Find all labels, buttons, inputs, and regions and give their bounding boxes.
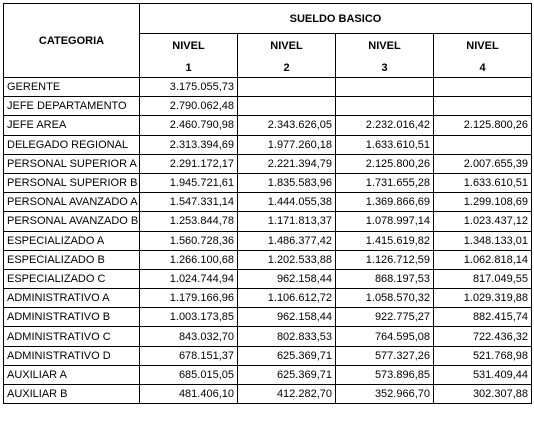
level-label: NIVEL xyxy=(270,39,303,52)
table-row xyxy=(4,154,532,173)
table-row xyxy=(4,269,532,288)
category-cell: AUXILIAR A xyxy=(4,365,140,384)
table-row xyxy=(4,116,532,135)
salary-level-2-cell: 1.486.377,42 xyxy=(238,231,336,250)
category-cell: ESPECIALIZADO B xyxy=(4,250,140,269)
salary-level-1-cell: 1.560.728,36 xyxy=(140,231,238,250)
salary-level-4-cell: 722.436,32 xyxy=(434,327,532,346)
salary-level-4-cell: 1.029.319,88 xyxy=(434,289,532,308)
table-row xyxy=(4,346,532,365)
salary-level-1-cell: 843.032,70 xyxy=(140,327,238,346)
table-row xyxy=(4,250,532,269)
salary-level-4-cell xyxy=(434,97,532,116)
salary-level-3-cell xyxy=(336,78,434,97)
category-cell: ADMINISTRATIVO A xyxy=(4,289,140,308)
level-number: 3 xyxy=(381,61,388,74)
salary-level-4-cell: 302.307,88 xyxy=(434,385,532,404)
table-row xyxy=(4,231,532,250)
table-row xyxy=(4,327,532,346)
category-cell: ESPECIALIZADO A xyxy=(4,231,140,250)
salary-level-1-cell: 2.790.062,48 xyxy=(140,97,238,116)
salary-level-4-cell: 521.768,98 xyxy=(434,346,532,365)
salary-level-4-cell: 2.125.800,26 xyxy=(434,116,532,135)
level-label: NIVEL xyxy=(466,39,499,52)
category-cell: JEFE DEPARTAMENTO xyxy=(4,97,140,116)
salary-level-3-cell: 868.197,53 xyxy=(336,269,434,288)
table-row xyxy=(4,97,532,116)
salary-level-1-cell: 1.253.844,78 xyxy=(140,212,238,231)
salary-level-1-cell: 1.945.721,61 xyxy=(140,173,238,192)
salary-level-3-cell: 1.078.997,14 xyxy=(336,212,434,231)
salary-table xyxy=(3,3,532,404)
level-header-2 xyxy=(238,34,336,78)
salary-level-2-cell: 962.158,44 xyxy=(238,308,336,327)
table-row xyxy=(4,135,532,154)
salary-level-2-cell: 625.369,71 xyxy=(238,346,336,365)
salary-level-2-cell: 625.369,71 xyxy=(238,365,336,384)
salary-level-2-cell xyxy=(238,78,336,97)
salary-level-1-cell: 685.015,05 xyxy=(140,365,238,384)
salary-level-2-cell: 2.221.394,79 xyxy=(238,154,336,173)
level-number: 4 xyxy=(479,61,486,74)
salary-level-1-cell: 678.151,37 xyxy=(140,346,238,365)
table-body xyxy=(4,78,532,404)
salary-level-2-cell: 1.106.612,72 xyxy=(238,289,336,308)
category-cell: DELEGADO REGIONAL xyxy=(4,135,140,154)
salary-level-3-cell: 1.415.619,82 xyxy=(336,231,434,250)
salary-level-3-cell: 2.125.800,26 xyxy=(336,154,434,173)
category-header: CATEGORIA xyxy=(4,4,140,78)
table-row xyxy=(4,385,532,404)
salary-level-4-cell: 1.062.818,14 xyxy=(434,250,532,269)
salary-level-4-cell xyxy=(434,135,532,154)
salary-level-2-cell: 962.158,44 xyxy=(238,269,336,288)
salary-level-3-cell: 577.327,26 xyxy=(336,346,434,365)
table-row xyxy=(4,78,532,97)
table-header xyxy=(4,4,532,78)
salary-level-3-cell: 922.775,27 xyxy=(336,308,434,327)
salary-level-3-cell xyxy=(336,97,434,116)
salary-level-3-cell: 1.369.866,69 xyxy=(336,193,434,212)
salary-level-4-cell: 882.415,74 xyxy=(434,308,532,327)
salary-level-1-cell: 2.291.172,17 xyxy=(140,154,238,173)
category-cell: PERSONAL AVANZADO B xyxy=(4,212,140,231)
salary-level-2-cell: 1.444.055,38 xyxy=(238,193,336,212)
category-cell: ADMINISTRATIVO B xyxy=(4,308,140,327)
salary-level-2-cell: 1.977.260,18 xyxy=(238,135,336,154)
salary-level-2-cell xyxy=(238,97,336,116)
level-header-1 xyxy=(140,34,238,78)
salary-level-2-cell: 1.202.533,88 xyxy=(238,250,336,269)
salary-level-1-cell: 3.175.055,73 xyxy=(140,78,238,97)
salary-level-1-cell: 2.460.790,98 xyxy=(140,116,238,135)
salary-level-1-cell: 1.547.331,14 xyxy=(140,193,238,212)
salary-level-3-cell: 352.966,70 xyxy=(336,385,434,404)
salary-level-2-cell: 2.343.626,05 xyxy=(238,116,336,135)
salary-level-4-cell: 1.023.437,12 xyxy=(434,212,532,231)
category-cell: ADMINISTRATIVO C xyxy=(4,327,140,346)
category-cell: ESPECIALIZADO C xyxy=(4,269,140,288)
salary-level-2-cell: 1.171.813,37 xyxy=(238,212,336,231)
salary-level-1-cell: 1.266.100,68 xyxy=(140,250,238,269)
salary-level-1-cell: 1.024.744,94 xyxy=(140,269,238,288)
salary-level-4-cell: 1.299.108,69 xyxy=(434,193,532,212)
salary-level-3-cell: 1.126.712,59 xyxy=(336,250,434,269)
table-row xyxy=(4,212,532,231)
salary-level-2-cell: 1.835.583,96 xyxy=(238,173,336,192)
salary-level-4-cell: 817.049,55 xyxy=(434,269,532,288)
salary-level-4-cell: 1.633.610,51 xyxy=(434,173,532,192)
salary-group-header: SUELDO BASICO xyxy=(140,4,532,34)
table-row xyxy=(4,289,532,308)
salary-level-1-cell: 1.179.166,96 xyxy=(140,289,238,308)
level-label: NIVEL xyxy=(172,39,205,52)
salary-level-3-cell: 573.896,85 xyxy=(336,365,434,384)
category-cell: GERENTE xyxy=(4,78,140,97)
salary-level-3-cell: 2.232.016,42 xyxy=(336,116,434,135)
level-number: 2 xyxy=(283,61,290,74)
header-row-top xyxy=(4,4,532,34)
level-label: NIVEL xyxy=(368,39,401,52)
salary-level-2-cell: 802.833,53 xyxy=(238,327,336,346)
salary-level-3-cell: 1.058.570,32 xyxy=(336,289,434,308)
table-row xyxy=(4,173,532,192)
level-number: 1 xyxy=(185,61,192,74)
salary-sheet xyxy=(3,3,532,404)
salary-level-4-cell: 1.348.133,01 xyxy=(434,231,532,250)
table-row xyxy=(4,308,532,327)
category-cell: PERSONAL AVANZADO A xyxy=(4,193,140,212)
level-header-3 xyxy=(336,34,434,78)
level-header-4 xyxy=(434,34,532,78)
category-cell: AUXILIAR B xyxy=(4,385,140,404)
salary-level-4-cell: 531.409,44 xyxy=(434,365,532,384)
salary-level-2-cell: 412.282,70 xyxy=(238,385,336,404)
salary-level-1-cell: 481.406,10 xyxy=(140,385,238,404)
salary-level-1-cell: 2.313.394,69 xyxy=(140,135,238,154)
table-row xyxy=(4,365,532,384)
salary-level-3-cell: 764.595,08 xyxy=(336,327,434,346)
table-row xyxy=(4,193,532,212)
category-cell: PERSONAL SUPERIOR A xyxy=(4,154,140,173)
salary-level-1-cell: 1.003.173,85 xyxy=(140,308,238,327)
category-cell: ADMINISTRATIVO D xyxy=(4,346,140,365)
salary-level-3-cell: 1.633.610,51 xyxy=(336,135,434,154)
salary-level-3-cell: 1.731.655,28 xyxy=(336,173,434,192)
category-cell: JEFE AREA xyxy=(4,116,140,135)
salary-level-4-cell xyxy=(434,78,532,97)
salary-level-4-cell: 2.007.655,39 xyxy=(434,154,532,173)
category-cell: PERSONAL SUPERIOR B xyxy=(4,173,140,192)
